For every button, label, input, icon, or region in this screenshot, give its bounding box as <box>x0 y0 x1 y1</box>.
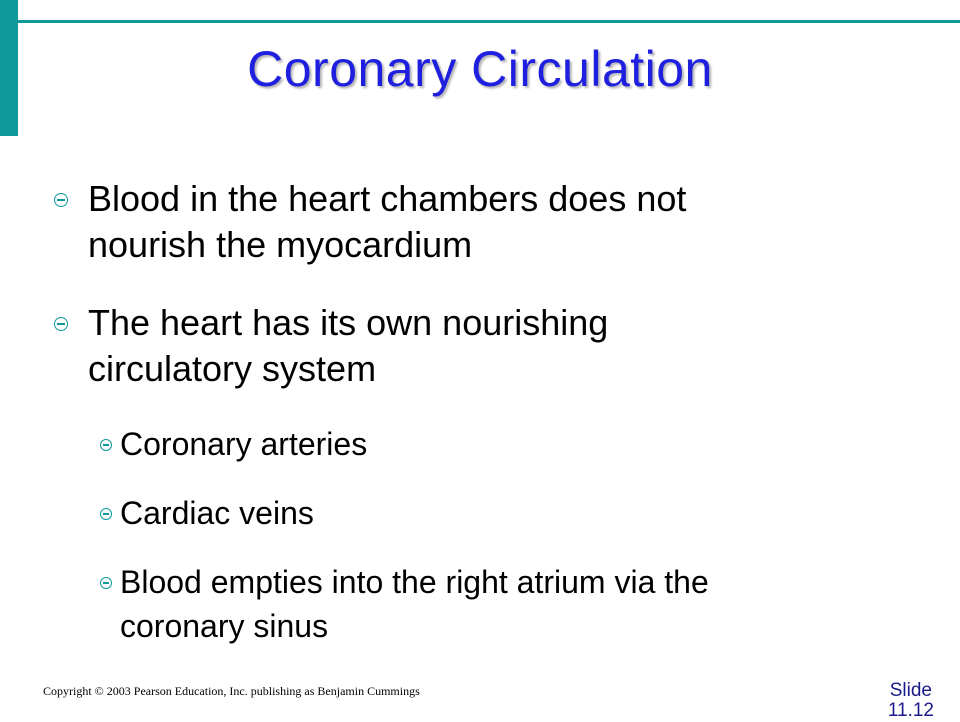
sub-bullet-item <box>120 560 709 648</box>
bullet-item <box>88 300 608 392</box>
bullet-text-line: The heart has its own nourishing <box>88 302 609 343</box>
bullet-text-line: circulatory system <box>88 348 377 389</box>
sub-bullet-text-line: Blood empties into the right atrium via the <box>120 564 709 600</box>
bullet-text-line: Blood in the heart chambers does not <box>88 178 687 219</box>
sub-bullet-item <box>120 491 314 535</box>
sub-bullet-text-line: Cardiac veins <box>120 495 314 531</box>
bullet-icon <box>54 317 68 331</box>
slide-number: 11.12 <box>887 700 934 721</box>
sub-bullet-text-line: Coronary arteries <box>120 426 368 462</box>
sub-bullet-item <box>120 422 367 466</box>
sub-bullet-icon <box>100 508 112 520</box>
copyright-notice: Copyright © 2003 Pearson Education, Inc. publishing as Benjamin Cummings <box>43 684 420 698</box>
slide-title: Coronary Circulation <box>247 41 713 97</box>
sub-bullet-icon <box>100 577 112 589</box>
slide-label: Slide <box>889 680 932 701</box>
bullet-item <box>88 176 686 268</box>
sub-bullet-icon <box>100 439 112 451</box>
sub-bullet-text-line: coronary sinus <box>120 608 329 644</box>
bullet-icon <box>54 193 68 207</box>
bullet-text-line: nourish the myocardium <box>88 224 473 265</box>
